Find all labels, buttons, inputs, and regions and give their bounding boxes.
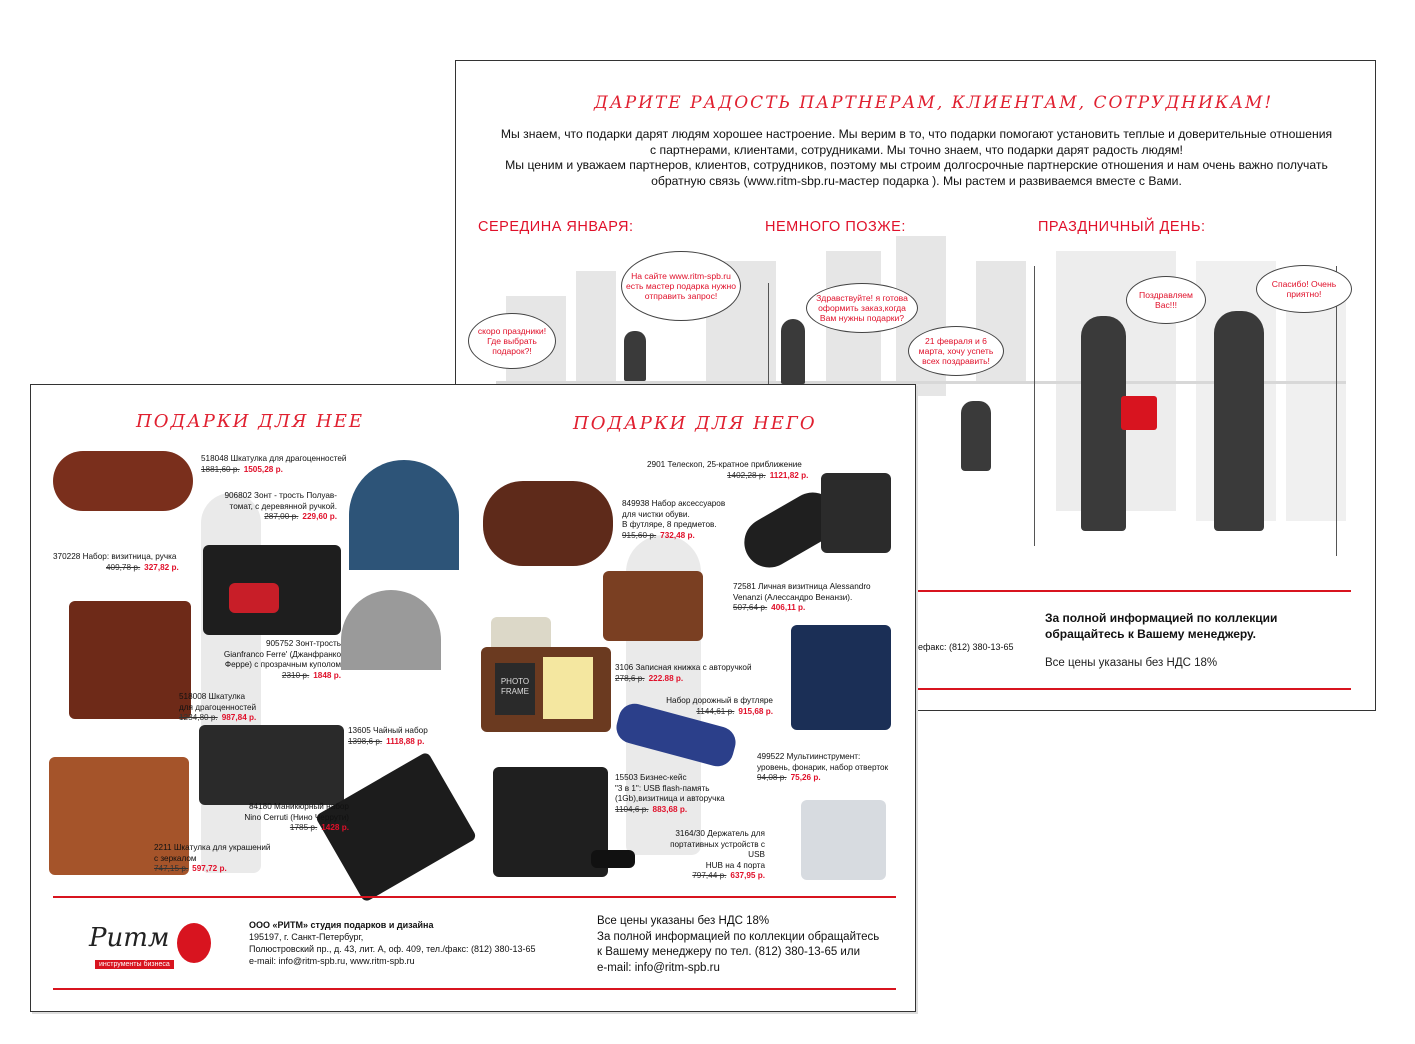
new-price: 229,60 р.: [302, 512, 337, 521]
product-price: [647, 471, 808, 482]
product-price: [622, 531, 725, 542]
product-name: HUB на 4 порта: [705, 860, 765, 870]
product-name: 2901 Телескоп, 25-кратное приближение: [647, 460, 802, 469]
man-silhouette: [624, 331, 646, 381]
product-price: [201, 465, 347, 476]
logo-subtitle: инструменты бизнеса: [95, 960, 174, 969]
new-price: 1428 р.: [321, 823, 349, 832]
company-address: 195197, г. Санкт-Петербург,: [249, 932, 364, 942]
speech-bubble: скоро праздники! Где выбрать подарок?!: [468, 313, 556, 369]
product-price: [615, 674, 752, 685]
product-label: [348, 726, 428, 747]
product-name: для чистки обуви.: [622, 509, 690, 519]
card-holder-red-photo: [229, 583, 279, 613]
new-price: 1505,28 р.: [243, 464, 283, 474]
product-price: [757, 773, 888, 784]
product-name: с зеркалом: [154, 853, 197, 863]
product-name: 370228 Набор: визитница, ручка: [53, 552, 177, 561]
jewelry-case-photo: [69, 601, 191, 719]
product-label: [615, 663, 752, 684]
logo-text: Ритм: [89, 923, 170, 953]
new-price: 1121,82 р.: [769, 470, 809, 480]
info-line: к Вашему менеджеру по тел. (812) 380-13-65 или: [597, 946, 860, 958]
back-info-bold: [1045, 610, 1277, 642]
product-name: портативных устройств с USB: [670, 839, 765, 859]
back-info-line: За полной информацией по коллекции: [1045, 611, 1278, 625]
panel-divider: [1034, 266, 1035, 546]
product-name: томат, с деревянной ручкой.: [229, 501, 337, 511]
sitting-man-silhouette: [961, 401, 991, 471]
product-label: [201, 454, 347, 475]
front-top-rule: [53, 896, 896, 898]
company-address: Полюстровский пр., д. 43, лит. А, оф. 409, тел./факс: (812) 380-13-65: [249, 944, 536, 954]
gift-box-icon: [1121, 396, 1157, 430]
product-price: [657, 707, 773, 718]
front-brochure-page: [30, 384, 916, 1012]
product-name: Gianfranco Ferre' (Джанфранко: [223, 649, 341, 659]
skyline-building: [576, 271, 616, 386]
product-price: [211, 823, 349, 834]
back-vat-note: Все цены указаны без НДС 18%: [1045, 657, 1218, 669]
old-price: 747,15 р.: [154, 864, 189, 873]
new-price: 637,95 р.: [730, 871, 765, 880]
title-gifts-for-her: ПОДАРКИ ДЛЯ НЕЕ: [136, 411, 365, 432]
intro-line: Мы ценим и уважаем партнеров, клиентов, сотрудников, поэтому мы строим долгосрочные партнерские отношения и нам очень важно получать: [505, 158, 1328, 172]
product-name: 905752 Зонт-трость: [265, 639, 341, 648]
product-label: [154, 843, 270, 875]
back-title: ДАРИТЕ РАДОСТЬ ПАРТНЕРАМ, КЛИЕНТАМ, СОТРУДНИКАМ!: [594, 93, 1274, 113]
old-price: 1104,6 р.: [615, 804, 649, 814]
product-price: [733, 603, 871, 614]
speech-bubble: Здравствуйте! я готова оформить заказ,когда Вам нужны подарки?: [806, 283, 918, 333]
back-bottom-rule: [916, 688, 1351, 690]
info-line: Все цены указаны без НДС 18%: [597, 915, 770, 927]
product-name: 3164/30 Держатель для: [675, 829, 765, 838]
old-price: 94,08 р.: [757, 773, 787, 782]
intro-line: обратную связь (www.ritm-sbp.ru-мастер подарка ). Мы растем и развиваемся вместе с Вами.: [651, 173, 1182, 188]
usb-flash-photo: [591, 850, 635, 868]
new-price: 1848 р.: [313, 670, 341, 680]
new-price: 883,68 р.: [652, 804, 688, 814]
product-name: "3 в 1": USB flash-память: [615, 783, 710, 793]
product-name: 3106 Записная книжка с авторучкой: [615, 663, 752, 672]
umbrella-clear-photo: [341, 590, 441, 670]
woman-silhouette: [781, 319, 805, 384]
info-line: За полной информацией по коллекции обращайтесь: [597, 930, 880, 943]
company-name: ООО «РИТМ» студия подарков и дизайна: [249, 920, 434, 930]
shoe-care-set-photo: [483, 481, 613, 566]
speech-bubble: Поздравляем Вас!!!: [1126, 276, 1206, 324]
new-price: 75,26 р.: [790, 773, 821, 782]
new-price: 987,84 р.: [221, 713, 257, 722]
intro-text: [484, 127, 1349, 189]
product-name: В футляре, 8 предметов.: [622, 520, 717, 529]
old-price: 1144,61 р.: [696, 706, 735, 716]
section-mid-january: СЕРЕДИНА ЯНВАРЯ:: [478, 219, 634, 235]
product-name: 13605 Чайный набор: [348, 726, 428, 735]
product-name: 499522 Мультиинструмент:: [757, 752, 861, 761]
back-phone: ефакс: (812) 380-13-65: [918, 642, 1014, 652]
product-name: 15503 Бизнес-кейс: [615, 773, 687, 782]
product-price: [179, 713, 256, 724]
product-price: [348, 737, 428, 748]
product-price: [191, 671, 341, 682]
product-label: [663, 829, 765, 882]
product-label: [179, 692, 256, 724]
businesswoman-silhouette: [1214, 311, 1264, 531]
usb-hub-photo: [801, 800, 886, 880]
speech-bubble: 21 февраля и 6 марта, хочу успеть всех поздравить!: [908, 326, 1004, 376]
umbrella-blue-photo: [349, 460, 459, 570]
old-price: 1398,6 р.: [348, 736, 383, 746]
product-name: Venanzi (Алессандро Венанзи).: [733, 592, 853, 602]
new-price: 406,11 р.: [771, 603, 806, 612]
back-top-rule: [916, 590, 1351, 592]
product-name: 849938 Набор аксессуаров: [622, 499, 726, 508]
photo-frame-label: PHOTO FRAME: [495, 663, 535, 715]
product-price: [221, 512, 337, 523]
product-name: 518008 Шкатулка: [179, 692, 246, 701]
ritm-logo: [89, 915, 219, 975]
old-price: 1785 р.: [289, 823, 318, 832]
front-bottom-rule: [53, 988, 896, 990]
company-contacts: e-mail: info@ritm-spb.ru, www.ritm-spb.ru: [249, 956, 415, 966]
business-card-wallet-photo: [603, 571, 703, 641]
speech-bubble: На сайте www.ritm-spb.ru есть мастер подарка нужно отправить запрос!: [621, 251, 741, 321]
product-price: [53, 563, 179, 574]
product-label: [211, 802, 349, 834]
old-price: 409,78 р.: [106, 562, 141, 572]
product-label: [657, 696, 773, 717]
new-price: 597,72 р.: [192, 864, 227, 873]
old-price: 915,60 р.: [622, 530, 657, 540]
new-price: 327,82 р.: [144, 562, 179, 572]
new-price: 915,68 р.: [738, 706, 773, 716]
product-name: 84180 Маникюрный набор: [248, 802, 349, 811]
product-name: 906802 Зонт - трость Полуав-: [224, 491, 337, 500]
product-label: [191, 639, 341, 681]
old-price: 1402,28 р.: [727, 470, 766, 480]
product-name: Nino Cerruti (Нино Черрути): [244, 812, 349, 822]
front-info: [597, 914, 879, 976]
product-name: 2211 Шкатулка для украшений: [154, 843, 271, 852]
businessman-silhouette: [1081, 316, 1126, 531]
product-name: Набор дорожный в футляре: [666, 696, 773, 705]
section-later: НЕМНОГО ПОЗЖЕ:: [765, 219, 906, 235]
old-price: 1234,80 р.: [179, 713, 218, 722]
new-price: 1118,88 р.: [386, 736, 425, 746]
old-price: 2310 р.: [281, 670, 310, 680]
travel-set-photo: [791, 625, 891, 730]
product-label: [733, 582, 871, 614]
old-price: 287,00 р.: [264, 512, 299, 521]
product-name: Ферре) с прозрачным куполом: [224, 660, 341, 669]
old-price: 1881,60 р.: [201, 464, 240, 474]
product-name: для драгоценностей: [179, 702, 257, 712]
new-price: 222.88 р.: [648, 673, 684, 683]
info-line: e-mail: info@ritm-spb.ru: [597, 961, 720, 974]
intro-line: Мы знаем, что подарки дарят людям хорошее настроение. Мы верим в то, что подарки помогают установить теплые и доверительные отношения: [500, 127, 1333, 141]
product-label: [615, 773, 725, 815]
notebook-photo: [481, 647, 611, 732]
jewelry-box-photo: [53, 451, 193, 511]
intro-line: с партнерами, клиентами, сотрудниками. Мы точно знаем, что подарки дарят радость людям!: [650, 142, 1183, 157]
product-label: [622, 499, 725, 541]
new-price: 732,48 р.: [660, 530, 695, 540]
product-label: [757, 752, 888, 784]
product-name: 72581 Личная визитница Alessandro: [733, 582, 871, 591]
product-name: 518048 Шкатулка для драгоценностей: [201, 454, 347, 463]
section-holiday: ПРАЗДНИЧНЫЙ ДЕНЬ:: [1038, 219, 1206, 235]
product-label: [53, 552, 179, 573]
product-label: [221, 491, 337, 523]
sticky-notes: [543, 657, 593, 719]
telescope-case-photo: [821, 473, 891, 553]
product-label: [647, 460, 808, 481]
old-price: 278,6 р.: [615, 673, 645, 683]
tea-set-photo: [199, 725, 344, 805]
speech-bubble: Спасибо! Очень приятно!: [1256, 265, 1352, 313]
product-price: [154, 864, 270, 875]
title-gifts-for-him: ПОДАРКИ ДЛЯ НЕГО: [573, 413, 817, 434]
old-price: 507,64 р.: [733, 603, 768, 612]
panel-divider: [1336, 266, 1337, 556]
panel-divider: [768, 283, 769, 393]
product-name: (1Gb),визитница и авторучка: [615, 794, 725, 803]
logo-red-circle-icon: [177, 923, 211, 963]
back-info-line: обращайтесь к Вашему менеджеру.: [1045, 627, 1257, 641]
product-price: [615, 805, 725, 816]
skyline-building: [1286, 291, 1346, 521]
old-price: 797,44 р.: [692, 871, 727, 880]
company-info: [249, 919, 536, 967]
product-price: [663, 871, 765, 882]
product-name: уровень, фонарик, набор отверток: [757, 762, 889, 772]
